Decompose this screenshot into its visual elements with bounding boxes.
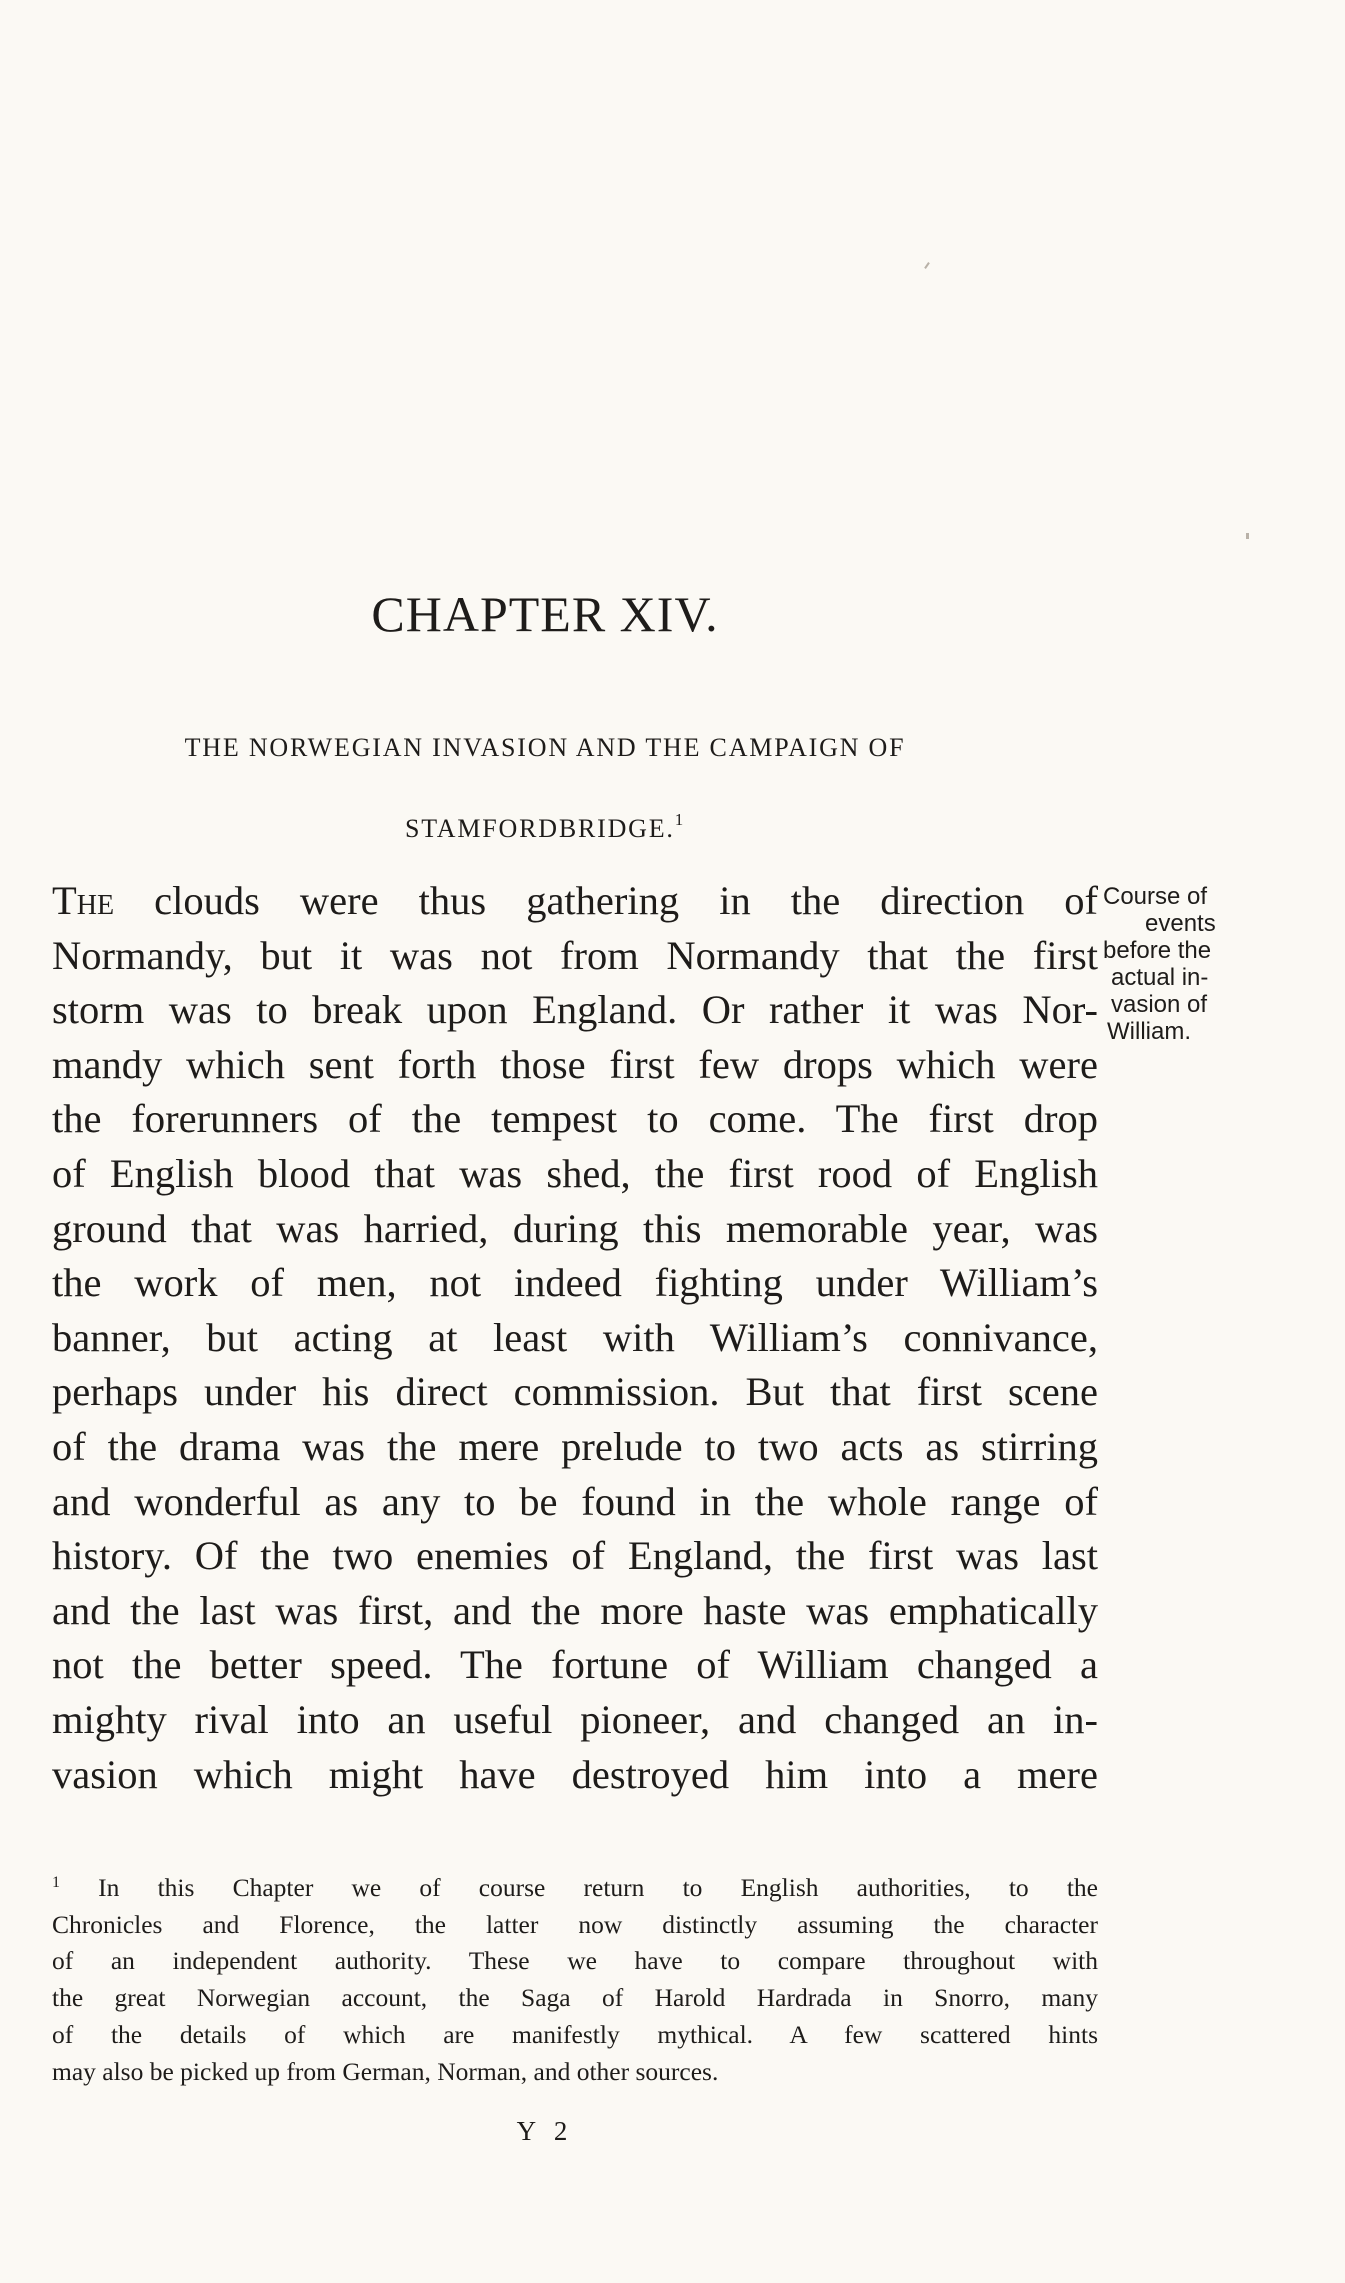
body-line: the forerunners of the tempest to come. The first drop	[52, 1096, 1098, 1142]
footnote-line: the great Norwegian account, the Saga of Harold Hardrada in Snorro, many	[52, 1983, 1098, 2013]
body-line: mighty rival into an useful pioneer, and changed an in-	[52, 1696, 1098, 1742]
sidenote-line: before the	[1103, 937, 1212, 964]
body-line: and the last was first, and the more haste was emphatically	[52, 1587, 1098, 1633]
body-line: storm was to break upon England. Or rather it was Nor-	[52, 987, 1098, 1033]
footnote-line: of the details of which are manifestly mythical. A few scattered hints	[52, 2019, 1098, 2049]
signature-mark: Y 2	[516, 2116, 574, 2146]
subtitle-line-1: THE NORWEGIAN INVASION AND THE CAMPAIGN OF	[184, 733, 906, 762]
body-line: Normandy, but it was not from Normandy that the first	[52, 932, 1098, 978]
first-line-rest: clouds were thus gathering in the direction of	[154, 878, 1098, 923]
body-line: the work of men, not indeed fighting under William’s	[52, 1260, 1098, 1306]
ink-speck	[1246, 533, 1249, 539]
footnote-line: may also be picked up from German, Norman, and other sources.	[52, 2056, 719, 2086]
first-word: The	[52, 878, 115, 923]
footnote-line: Chronicles and Florence, the latter now distinctly assuming the character	[52, 1909, 1098, 1939]
chapter-subtitle	[80, 712, 1010, 865]
body-line: ground that was harried, during this memorable year, was	[52, 1205, 1098, 1251]
footnote-line: of an independent authority. These we have to compare throughout with	[52, 1946, 1098, 1976]
body-line: of English blood that was shed, the first rood of English	[52, 1150, 1098, 1196]
margin-sidenote	[1103, 883, 1343, 1045]
sidenote-line: William.	[1107, 1018, 1191, 1045]
sidenote-line: Course of	[1103, 883, 1208, 910]
footnote-line	[52, 1865, 1098, 1907]
footnote-line-1-text: In this Chapter we of course return to English authorities, to the	[98, 1873, 1098, 1902]
body-text	[52, 874, 1098, 1802]
body-line: vasion which might have destroyed him into a mere	[52, 1751, 1098, 1797]
body-line	[52, 874, 1098, 929]
body-line: banner, but acting at least with William’s connivance,	[52, 1314, 1098, 1360]
body-line: and wonderful as any to be found in the whole range of	[52, 1478, 1098, 1524]
body-line: mandy which sent forth those first few drops which were	[52, 1041, 1098, 1087]
ink-speck	[924, 262, 930, 269]
chapter-title: CHAPTER XIV.	[371, 586, 719, 642]
body-line: perhaps under his direct commission. But that first scene	[52, 1369, 1098, 1415]
body-line: not the better speed. The fortune of William changed a	[52, 1642, 1098, 1688]
footnote	[52, 1865, 1098, 2090]
subtitle-line-2	[80, 784, 1010, 865]
sidenote-line: vasion of	[1111, 991, 1208, 1018]
body-line: of the drama was the mere prelude to two acts as stirring	[52, 1423, 1098, 1469]
sidenote-line: actual in-	[1111, 964, 1209, 991]
body-line: history. Of the two enemies of England, the first was last	[52, 1533, 1098, 1579]
subtitle-line-2-text: STAMFORDBRIDGE.	[404, 814, 675, 843]
sidenote-line: events	[1145, 910, 1216, 937]
footnote-mark: 1	[52, 1874, 60, 1891]
subtitle-footnote-mark: 1	[674, 810, 686, 829]
